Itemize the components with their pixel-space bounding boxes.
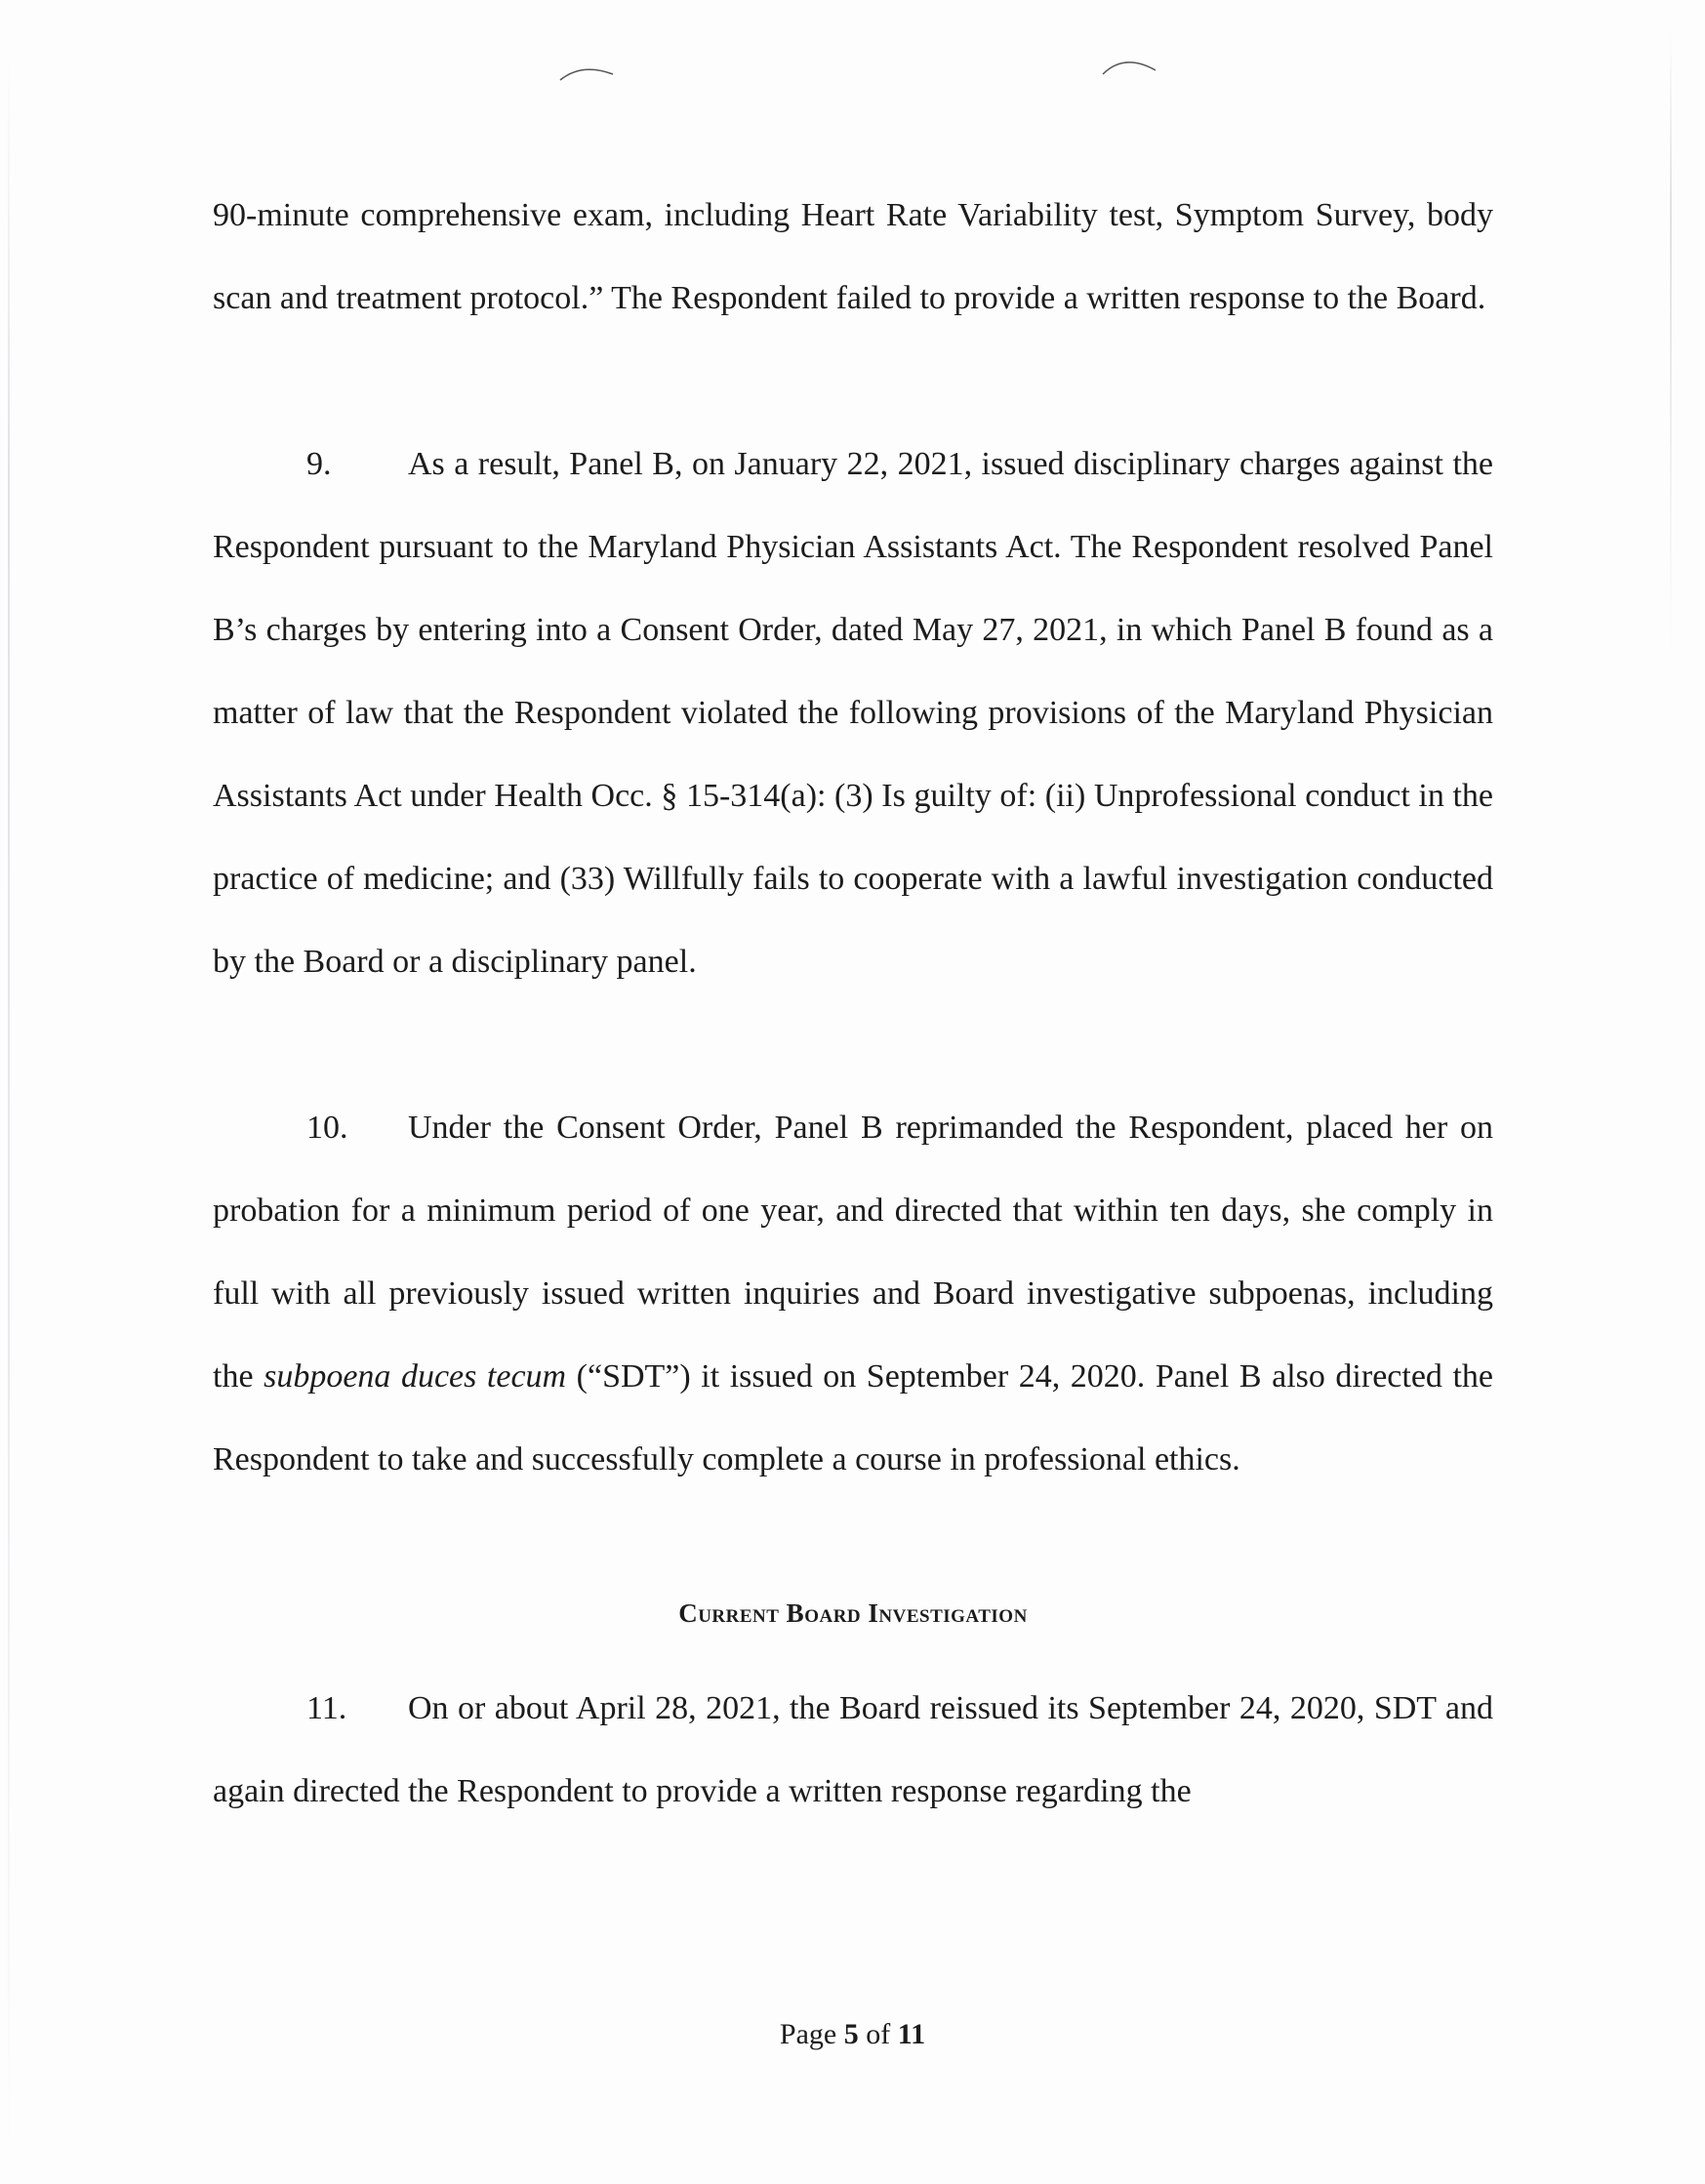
paragraph-number: 10. (306, 1110, 348, 1146)
staple-hole-mark (1099, 55, 1157, 76)
staple-hole-mark (558, 62, 617, 84)
paragraph-text: (“SDT”) it issued on September 24, 2020. Panel B also directed the Respondent to take and successfully complete a course in professional ethics. (213, 1358, 1494, 1477)
paragraph-number: 9. (306, 446, 332, 482)
paragraph-9 (213, 423, 1493, 1003)
of-label: of (866, 2018, 891, 2050)
scan-edge-left (8, 59, 10, 2157)
paragraph-text: Under the Consent Order, Panel B reprimanded the Respondent, placed her on probation for a minimum period of one year, and directed that within ten days, she comply in full with all previously issued written inquiries and Board investigative subpoenas, including the (213, 1110, 1493, 1395)
page-number: 5 (843, 2018, 859, 2050)
page-footer (0, 2018, 1705, 2051)
paragraph-continued: 90-minute comprehensive exam, including Heart Rate Variability test, Symptom Survey, body scan and treatment protocol.” The Respondent failed to provide a written response to the Board. (213, 197, 1493, 316)
page-label: Page (779, 2018, 837, 2050)
paragraph-text: As a result, Panel B, on January 22, 2021, issued disciplinary charges against the Respondent pursuant to the Maryland Physician Assistants Act. The Respondent resolved Panel B’s charges by entering into a Consent Order, dated May 27, 2021, in which Panel B found as a matter of law that the Respondent violated the following provisions of the Maryland Physician Assistants Act under Health Occ. § 15-314(a): (3) Is guilty of: (ii) Unprofessional conduct in the practice of medicine; and (33) Willfully fails to cooperate with a lawful investigation conducted by the Board or a disciplinary panel. (213, 446, 1493, 980)
paragraph-text: On or about April 28, 2021, the Board reissued its September 24, 2020, SDT and again directed the Respondent to provide a written response regarding the (213, 1690, 1493, 1809)
paragraph-11 (213, 1667, 1493, 1833)
scan-edge-right (1670, 29, 1672, 654)
italic-term: subpoena duces tecum (264, 1358, 567, 1395)
paragraph-10 (213, 1086, 1493, 1501)
page-total: 11 (897, 2018, 926, 2050)
section-heading: Current Board Investigation (678, 1598, 1028, 1628)
paragraph-number: 11. (306, 1690, 347, 1726)
